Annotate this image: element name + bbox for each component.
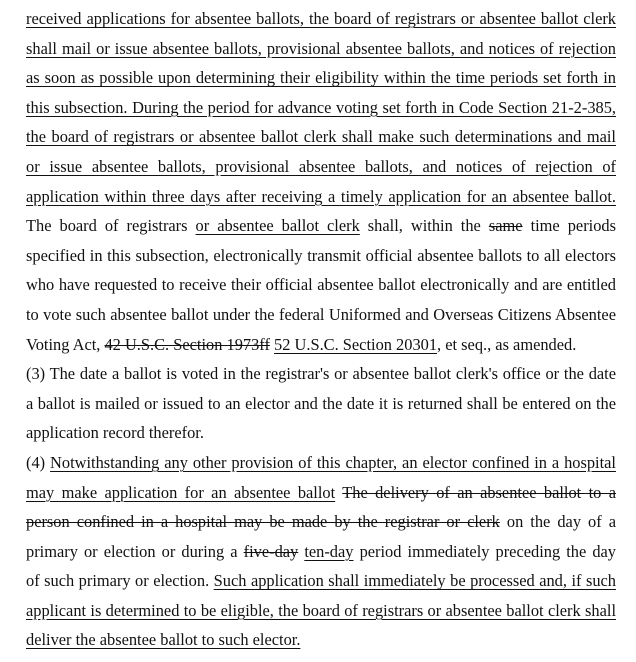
body-text: (4) [26, 452, 51, 472]
text-line [26, 211, 616, 241]
body-text: (3) The date a ballot is voted in the registrar's or absentee ballot clerk's office or the date [26, 364, 616, 384]
text-line [26, 596, 616, 626]
body-text: application record therefor. [26, 423, 204, 443]
inserted-text: Notwithstanding any other provision of this chapter, an elector confined in a hospital [50, 452, 616, 472]
inserted-text: may make application for an absentee ballot [26, 482, 336, 502]
inserted-text: or issue absentee ballots, provisional absentee ballots, and notices of rejection of [26, 156, 616, 176]
text-line [26, 330, 616, 360]
inserted-text: deliver the absentee ballot to such elector. [26, 630, 301, 650]
text-line [26, 122, 616, 152]
text-line [26, 566, 616, 596]
inserted-text: received applications for absentee ballots, the board of registrars or absentee ballot clerk [26, 9, 616, 28]
body-text: of such primary or election. [26, 571, 214, 591]
text-line [26, 241, 616, 271]
text-line [26, 4, 616, 34]
inserted-text: this subsection. During the period for advance voting set forth in Code Section 21-2-385, [26, 97, 616, 117]
struck-text: five-day [243, 541, 299, 561]
text-line [26, 625, 616, 655]
text-line [26, 418, 616, 448]
body-text: time periods [522, 216, 616, 236]
struck-text: The delivery of an absentee ballot to a [342, 482, 616, 502]
inserted-text: shall mail or issue absentee ballots, provisional absentee ballots, and notices of rejection [26, 38, 616, 58]
inserted-text: the board of registrars or absentee ballot clerk shall make such determinations and mail [26, 127, 616, 147]
body-text: primary or election or during a [26, 541, 244, 561]
text-line [26, 93, 616, 123]
body-text: Voting Act, [26, 334, 105, 354]
body-text: period immediately preceding the day [353, 541, 616, 561]
inserted-text: ten-day [304, 541, 354, 561]
text-line [26, 448, 616, 478]
text-line [26, 182, 616, 212]
inserted-text: Such application shall immediately be processed and, if such [213, 571, 617, 591]
text-line [26, 537, 616, 567]
text-line [26, 34, 616, 64]
body-text: specified in this subsection, electronically transmit official absentee ballots to all electors [26, 245, 616, 265]
body-text: on the day of a [499, 512, 616, 532]
text-line [26, 152, 616, 182]
text-line [26, 270, 616, 300]
struck-text: same [488, 216, 523, 236]
text-line [26, 478, 616, 508]
body-text: , et seq., as amended. [437, 334, 577, 354]
body-text: to vote such absentee ballot under the federal Uniformed and Overseas Citizens Absentee [26, 304, 616, 324]
body-text: who have requested to receive their official absentee ballot electronically and are entitled [26, 275, 616, 295]
inserted-text: 52 U.S.C. Section 20301 [274, 334, 438, 354]
text-line [26, 63, 616, 93]
body-text: a ballot is mailed or issued to an elector and the date it is returned shall be entered on the [26, 393, 616, 413]
body-text: shall, within the [359, 216, 489, 236]
text-line [26, 389, 616, 419]
inserted-text: or absentee ballot clerk [195, 216, 360, 236]
text-line [26, 300, 616, 330]
text-line [26, 359, 616, 389]
inserted-text: applicant is determined to be eligible, the board of registrars or absentee ballot clerk shall [26, 600, 616, 620]
struck-text: 42 U.S.C. Section 1973ff [104, 334, 270, 354]
text-line [26, 507, 616, 537]
inserted-text: application within three days after receiving a timely application for an absentee ballot. [26, 186, 616, 206]
inserted-text: as soon as possible upon determining their eligibility within the time periods set forth in [26, 68, 616, 88]
struck-text: person confined in a hospital may be made by the registrar or clerk [26, 512, 500, 532]
body-text: The board of registrars [26, 216, 196, 236]
